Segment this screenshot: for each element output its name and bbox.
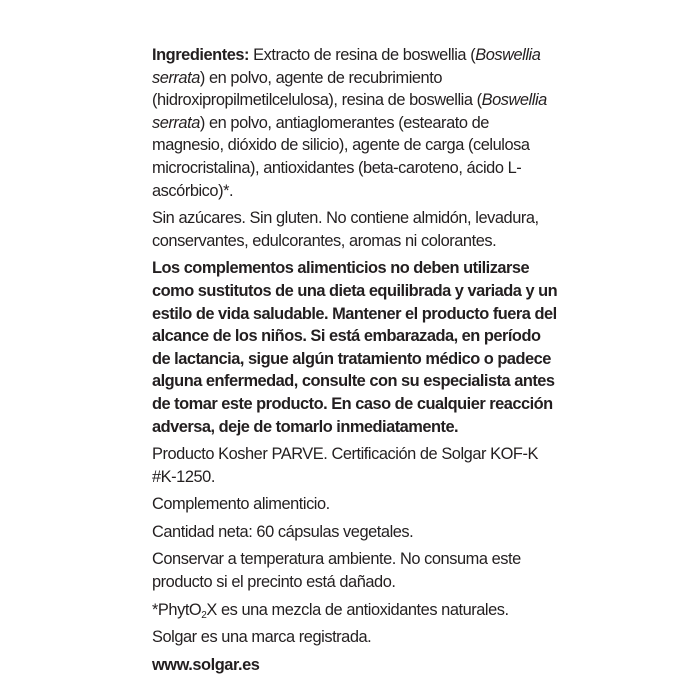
- ingredients-text-2: ) en polvo, agente de recubrimiento (hidroxipropilmetilcelulosa), resina de boswellia (: [152, 68, 482, 110]
- website-link[interactable]: www.solgar.es: [152, 655, 260, 674]
- free-from-paragraph: Sin azúcares. Sin gluten. No contiene almidón, levadura, conservantes, edulcorantes, aromas ni colorantes.: [152, 209, 539, 250]
- phyto-paragraph: [152, 599, 562, 622]
- warning-paragraph: Los complementos alimenticios no deben utilizarse como sustitutos de una dieta equilibrada y variada y un estilo de vida saludable. Mantener el producto fuera del alcance de los niños. Si está embarazada, en período de lactancia, sigue algún tratamiento médico o padece alguna enfermedad, consulte con su especialista antes de tomar este producto. En caso de cualquier reacción adversa, deje de tomarlo inmediatamente.: [152, 259, 558, 436]
- product-label-text: [152, 44, 562, 681]
- ingredients-paragraph: [152, 44, 562, 202]
- trademark-paragraph: Solgar es una marca registrada.: [152, 628, 372, 647]
- latin-name-1: Boswellia serrata: [152, 46, 541, 87]
- storage-paragraph: Conservar a temperatura ambiente. No consuma este producto si el precinto está dañado.: [152, 550, 521, 592]
- latin-name-2: Boswellia serrata: [152, 91, 547, 132]
- kosher-paragraph: Producto Kosher PARVE. Certificación de Solgar KOF-K #K-1250.: [152, 445, 538, 486]
- supplement-paragraph: Complemento alimenticio.: [152, 495, 330, 514]
- ingredients-text-3: ) en polvo, antiaglomerantes (estearato de magnesio, dióxido de silicio), agente de carga (celulosa microcristalina), antioxidantes (beta-caroteno, ácido L-ascórbico)*.: [152, 113, 530, 200]
- ingredients-text-1: Extracto de resina de boswellia (: [249, 46, 476, 64]
- net-quantity-paragraph: Cantidad neta: 60 cápsulas vegetales.: [152, 522, 414, 541]
- phyto-suffix: X es una mezcla de antioxidantes naturales.: [206, 600, 509, 619]
- phyto-prefix: *PhytO: [152, 600, 202, 619]
- ingredients-heading: Ingredientes:: [152, 46, 250, 64]
- phyto-subscript: 2: [201, 609, 207, 621]
